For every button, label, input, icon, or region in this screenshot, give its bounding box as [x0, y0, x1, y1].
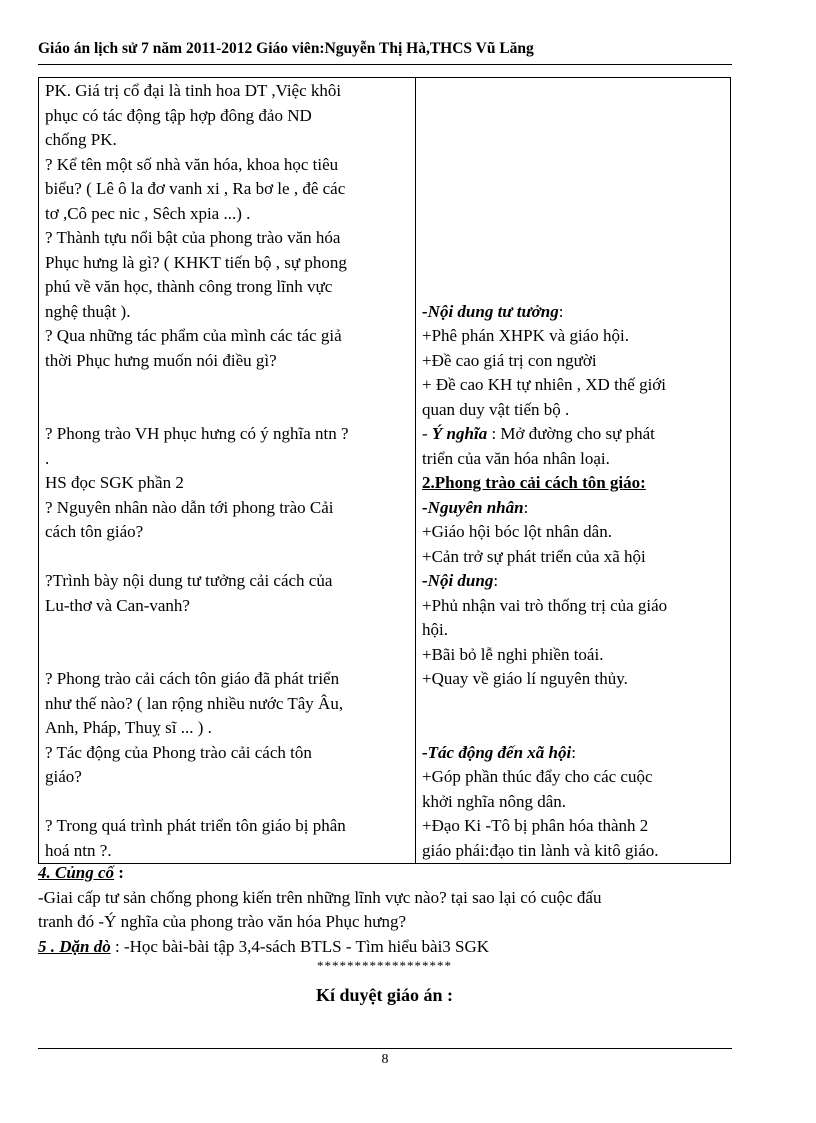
- content-line: hội.: [422, 620, 448, 639]
- colon: :: [571, 742, 576, 762]
- blank-line: [422, 128, 724, 153]
- question-line: hoá ntn ?.: [45, 840, 112, 860]
- question-line: ? Trong quá trình phát triển tôn giáo bị phân: [45, 816, 346, 835]
- blank-line: [422, 692, 724, 717]
- question-line: .: [45, 448, 50, 468]
- dan-do-text: : -Học bài-bài tập 3,4-sách BTLS - Tìm hiểu bài3 SGK: [110, 936, 490, 956]
- blank-line: [45, 618, 409, 643]
- question-line: giáo?: [45, 767, 82, 786]
- question-line: thời Phục hưng muốn nói điều gì?: [45, 350, 277, 370]
- questions-column: [39, 78, 416, 864]
- content-line: +Phê phán XHPK và giáo hội.: [422, 326, 629, 345]
- content-line: +Giáo hội bóc lột nhân dân.: [422, 522, 612, 541]
- noi-dung-tu-tuong-label: -Nội dung tư tưởng: [422, 301, 559, 321]
- question-line: HS đọc SGK phần 2: [45, 473, 184, 492]
- content-column: [416, 78, 731, 864]
- question-line: ? Qua những tác phẩm của mình các tác giả: [45, 326, 342, 345]
- blank-line: [422, 79, 724, 104]
- page-number: 8: [381, 1052, 389, 1067]
- lesson-table: [38, 77, 731, 864]
- content-heading: [422, 569, 724, 594]
- question-line: Anh, Pháp, Thuỵ sĩ ... ) .: [45, 718, 212, 737]
- noi-dung-label: -Nội dung: [422, 571, 494, 590]
- blank-line: [45, 373, 409, 398]
- question-line: ? Thành tựu nổi bật của phong trào văn hóa: [45, 228, 341, 247]
- question-line: phú về văn học, thành công trong lĩnh vực: [45, 277, 333, 296]
- cung-co-heading: [38, 861, 738, 886]
- dash-prefix: -: [422, 424, 432, 443]
- cung-co-title: 4. Củng cố: [38, 863, 115, 882]
- blank-line: [422, 104, 724, 129]
- content-line: quan duy vật tiến bộ .: [422, 399, 570, 419]
- blank-line: [422, 202, 724, 227]
- question-line: Phục hưng là gì? ( KHKT tiến bộ , sự phong: [45, 252, 347, 272]
- y-nghia-text: : Mở đường cho sự phát: [487, 424, 655, 443]
- content-line: +Quay về giáo lí nguyên thủy.: [422, 669, 628, 688]
- cung-co-line: tranh đó -Ý nghĩa của phong trào văn hóa Phục hưng?: [38, 912, 407, 931]
- content-line: +Bãi bỏ lễ nghi phiền toái.: [422, 644, 604, 664]
- question-line: cách tôn giáo?: [45, 522, 144, 541]
- question-line: ? Phong trào VH phục hưng có ý nghĩa ntn ?: [45, 424, 349, 443]
- question-line: chống PK.: [45, 130, 117, 149]
- question-line: phục có tác động tập hợp đông đảo ND: [45, 105, 312, 125]
- question-line: ? Nguyên nhân nào dẫn tới phong trào Cải: [45, 497, 334, 517]
- blank-line: [45, 790, 409, 815]
- question-line: PK. Giá trị cổ đại là tinh hoa DT ,Việc khôi: [45, 81, 342, 100]
- question-line: ?Trình bày nội dung tư tưởng cải cách của: [45, 571, 333, 590]
- footer-rule: [38, 1048, 732, 1049]
- header-rule: [38, 64, 732, 65]
- content-heading: [422, 741, 724, 766]
- content-line: +Phủ nhận vai trò thống trị của giáo: [422, 595, 668, 615]
- question-line: biểu? ( Lê ô la đơ vanh xi , Ra bơ le , đê các: [45, 179, 346, 198]
- question-line: ? Kể tên một số nhà văn hóa, khoa học tiêu: [45, 154, 339, 174]
- question-line: Lu-thơ và Can-vanh?: [45, 595, 190, 615]
- closing-section: [38, 861, 738, 1008]
- question-line: như thế nào? ( lan rộng nhiều nước Tây Âu,: [45, 693, 344, 713]
- colon: :: [558, 301, 564, 321]
- colon: :: [523, 497, 529, 517]
- blank-line: [45, 545, 409, 570]
- content-heading: [422, 300, 724, 325]
- blank-line: [45, 643, 409, 668]
- colon: :: [114, 863, 124, 882]
- blank-line: [422, 251, 724, 276]
- approval-signoff: Kí duyệt giáo án :: [315, 985, 453, 1005]
- content-line: giáo phái:đạo tin lành và kitô giáo.: [422, 840, 659, 860]
- blank-line: [422, 177, 724, 202]
- star-divider: ******************: [317, 958, 452, 973]
- blank-line: [422, 153, 724, 178]
- dan-do-line: [38, 935, 738, 960]
- y-nghia-label: Ý nghĩa: [431, 424, 488, 443]
- tac-dong-label: -Tác động đến xã hội: [422, 742, 572, 762]
- content-line: + Đề cao KH tự nhiên , XD thế giới: [422, 375, 667, 394]
- nguyen-nhan-label: -Nguyên nhân: [422, 497, 524, 517]
- question-line: ? Tác động của Phong trào cải cách tôn: [45, 742, 312, 762]
- blank-line: [422, 226, 724, 251]
- content-line: +Đề cao giá trị con người: [422, 350, 597, 370]
- dan-do-title: 5 . Dặn dò: [38, 936, 111, 956]
- blank-line: [422, 716, 724, 741]
- blank-line: [422, 275, 724, 300]
- question-line: ? Phong trào cải cách tôn giáo đã phát triển: [45, 669, 340, 688]
- content-line: +Góp phần thúc đẩy cho các cuộc: [422, 767, 653, 786]
- cung-co-line: -Giai cấp tư sản chống phong kiến trên những lĩnh vực nào? tại sao lại có cuộc đấu: [38, 887, 602, 907]
- question-line: tơ ,Cô pec nic , Sêch xpia ...) .: [45, 203, 251, 223]
- page-header: Giáo án lịch sử 7 năm 2011-2012 Giáo viên:Nguyễn Thị Hà,THCS Vũ Lăng: [38, 40, 534, 57]
- content-heading: [422, 422, 724, 447]
- content-line: triển của văn hóa nhân loại.: [422, 448, 610, 468]
- section-heading: 2.Phong trào cải cách tôn giáo:: [422, 473, 646, 492]
- content-line: +Cản trở sự phát triển của xã hội: [422, 546, 646, 566]
- content-heading: [422, 496, 724, 521]
- table-row: [39, 78, 731, 864]
- colon: :: [493, 571, 499, 590]
- blank-line: [45, 398, 409, 423]
- content-line: +Đạo Ki -Tô bị phân hóa thành 2: [422, 816, 649, 835]
- content-line: khởi nghĩa nông dân.: [422, 791, 567, 811]
- question-line: nghệ thuật ).: [45, 301, 131, 321]
